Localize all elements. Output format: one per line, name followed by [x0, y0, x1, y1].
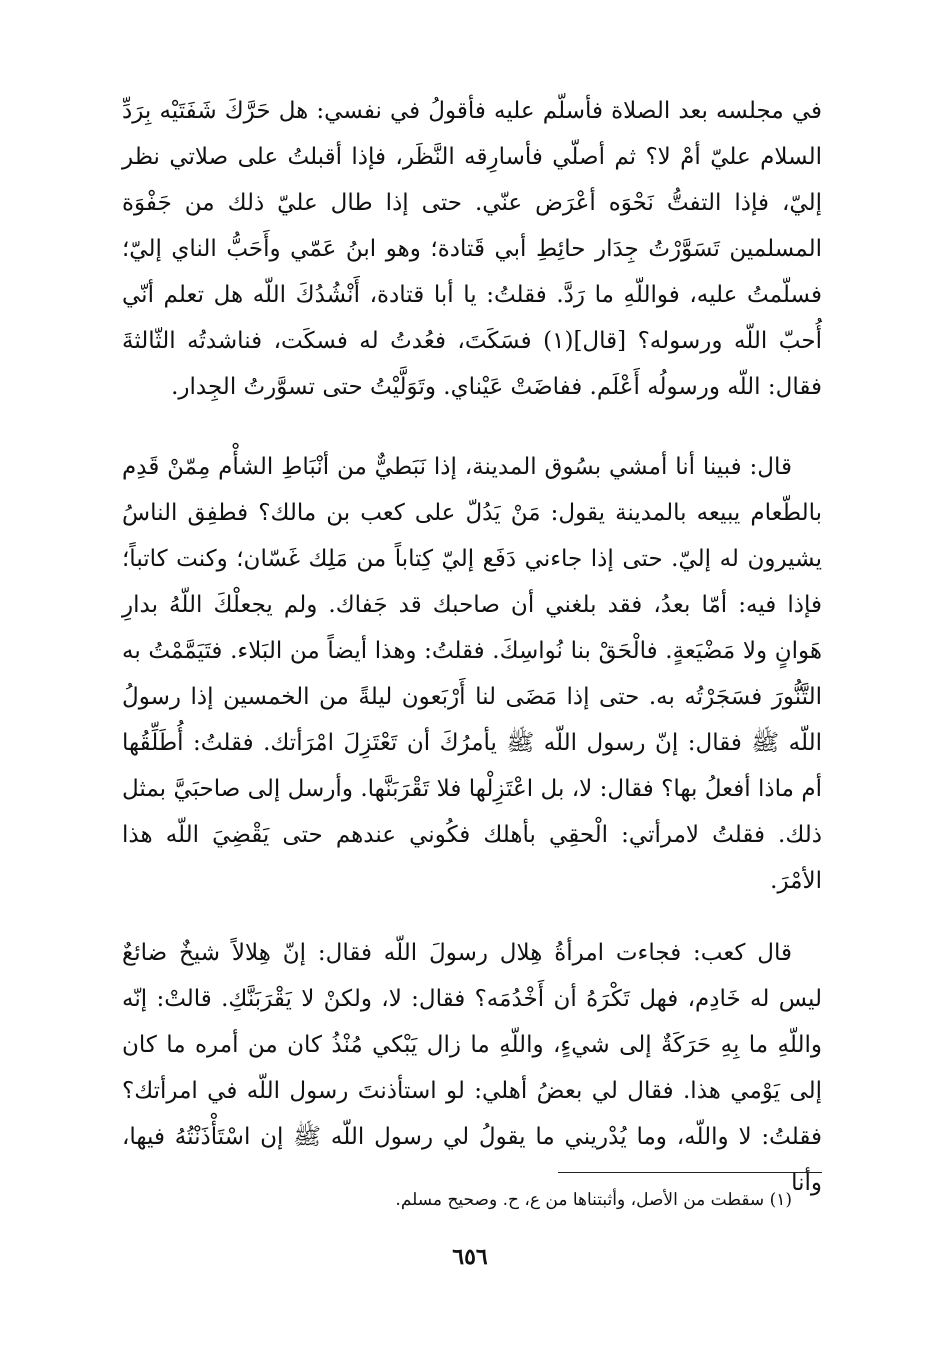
page-number: ٦٥٦: [452, 1244, 488, 1270]
footnote-divider: [558, 1172, 822, 1173]
paragraph-2-text: قال: فبينا أنا أمشي بسُوق المدينة، إذا نَبَطيٌّ من أنْبَاطِ الشأْم مِمّنْ قَدِم بالطّعام يبيعه بالمدينة يقول: مَنْ يَدُلّ على كعب بن مالك؟ فطفِق الناسُ يشيرون له إليّ. حتى إذا جاءني دَفَع إليّ كِتاباً من مَلِك غَسّان؛ وكنت كاتباً؛ فإذا فيه: أمّا بعدُ، فقد بلغني أن صاحبك قد جَفاك. ولم يجعلْكَ اللّهُ بدارِ هَوانٍ ولا مَضْيَعةٍ. فالْحَقْ بنا نُواسِكَ. فقلتُ: وهذا أيضاً من البَلاء. فتَيَمَّمْتُ به التَّنُّورَ فسَجَرْتُه به. حتى إذا مَضَى لنا أَرْبَعون ليلةً من الخمسين إذا رسولُ اللّه ﷺ فقال: إنّ رسول اللّه ﷺ يأمرُكَ أن تَعْتَزِلَ امْرَأتك. فقلتُ: أُطَلِّقُها أم ماذا أفعلُ بها؟ فقال: لا، بل اعْتَزِلْها فلا تَقْرَبَنَّها. وأرسل إلى صاحبَيَّ بمثل ذلك. فقلتُ لامرأتي: الْحقِي بأهلك فكُوني عندهم حتى يَقْضِيَ اللّه هذا الأمْرَ.: [122, 454, 822, 894]
footnote: (١) سقطت من الأصل، وأثبتناها من ع، ح. وصحيح مسلم.: [395, 1190, 792, 1210]
paragraph-3: [122, 930, 822, 1206]
paragraph-1-text: في مجلسه بعد الصلاة فأسلّم عليه فأقولُ في نفسي: هل حَرَّكَ شَفَتَيْه بِرَدِّ السلام عليّ أمْ لا؟ ثم أصلّي فأسارِقه النَّظَر، فإذا أقبلتُ على صلاتي نظر إليّ، فإذا التفتُّ نَحْوَه أعْرَض عنّي. حتى إذا طال عليّ ذلك من جَفْوَة المسلمين تَسَوَّرْتُ جِدَار حائِطِ أبي قَتادة؛ وهو ابنُ عَمّي وأَحَبُّ الناي إليّ؛ فسلّمتُ عليه، فواللّهِ ما رَدَّ. فقلتُ: يا أبا قتادة، أَنْشُدُكَ اللّه هل تعلم أنّي أُحبّ اللّه ورسوله؟ [قال](١) فسَكَتَ، فعُدتُ له فسكَت، فناشدتُه الثّالثةَ فقال: اللّه ورسولُه أَعْلَم. ففاضَتْ عَيْناي. وتَوَلَّيْتُ حتى تسوَّرتُ الجِدار.: [122, 98, 822, 400]
paragraph-2: [122, 444, 822, 904]
paragraph-3-text: قال كعب: فجاءت امرأةُ هِلال رسولَ اللّه فقال: إنّ هِلالاً شيخٌ ضائعٌ ليس له خَادِم، فهل تَكْرَهُ أن أَخْدُمَه؟ فقال: لا، ولكنْ لا يَقْرَبَنَّكِ. قالتْ: إنّه واللّهِ ما بِهِ حَرَكَةٌ إلى شيءٍ، واللّهِ ما زال يَبْكي مُنْذُ كان من أمره ما كان إلى يَوْمي هذا. فقال لي بعضُ أهلي: لو استأذنتَ رسول اللّه في امرأتك؟ فقلتُ: لا واللّه، وما يُدْريني ما يقولُ لي رسول اللّه ﷺ إن اسْتَأْذَنْتُهُ فيها، وأنا: [122, 940, 822, 1196]
paragraph-1: [122, 88, 822, 410]
